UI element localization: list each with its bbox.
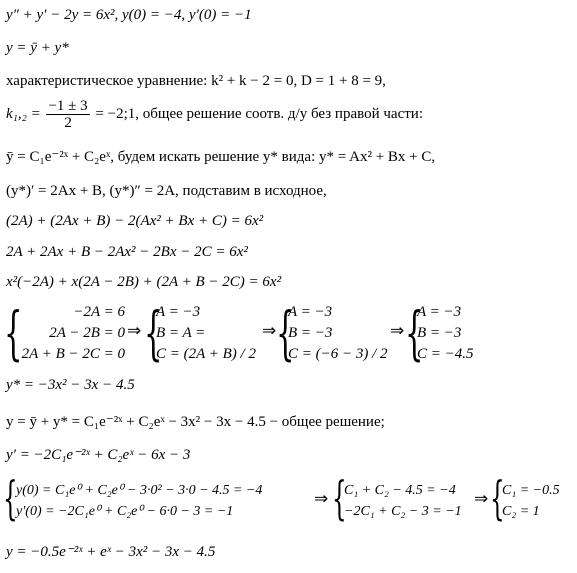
roots-denominator: 2 xyxy=(64,115,72,131)
brace-left-7: { xyxy=(490,471,505,525)
roots-result: = −2;1, общее решение соотв. д/у без правой части: xyxy=(95,105,423,122)
sys2-eq3: C = (2A + B) / 2 xyxy=(156,346,256,362)
system1-col1 xyxy=(20,302,125,365)
brace-left-6: { xyxy=(332,471,347,525)
system2-col2 xyxy=(344,480,462,522)
sys4-eq2: B = −3 xyxy=(417,325,462,341)
sys3-eq2: B = −3 xyxy=(288,325,333,341)
brace-left-4: { xyxy=(405,299,424,367)
grouped-line: x²(−2A) + x(2A − 2B) + (2A + B − 2C) = 6x² xyxy=(6,274,282,290)
c-eq1: C₁ + C₂ − 4.5 = −4 xyxy=(344,483,456,498)
sys2-eq1: A = −3 xyxy=(156,304,201,320)
implies-arrow-1: ⇒ xyxy=(127,321,142,341)
implies-arrow-5: ⇒ xyxy=(474,489,489,509)
sys1-eq2: 2A − 2B = 0 xyxy=(49,325,125,341)
c-result2: C₂ = 1 xyxy=(502,504,540,519)
ic-eq2: y′(0) = −2C₁e⁰ + C₂e⁰ − 6·0 − 3 = −1 xyxy=(16,504,234,519)
implies-arrow-2: ⇒ xyxy=(262,321,277,341)
implies-arrow-3: ⇒ xyxy=(390,321,405,341)
brace-left-2: { xyxy=(144,299,163,367)
sys2-eq2: B = A = xyxy=(156,325,206,341)
sys4-eq3: C = −4.5 xyxy=(417,346,474,362)
system1-col3 xyxy=(288,302,388,365)
particular-solution: y* = −3x² − 3x − 4.5 xyxy=(6,377,135,393)
sys3-eq1: A = −3 xyxy=(288,304,333,320)
sys4-eq1: A = −3 xyxy=(417,304,462,320)
roots-numerator: −1 ± 3 xyxy=(48,98,88,114)
system2-col1 xyxy=(16,480,262,522)
derivative-line: y′ = −2C₁e⁻²ˣ + C₂eˣ − 6x − 3 xyxy=(6,447,191,463)
system1-col4 xyxy=(417,302,474,365)
final-answer: y = −0.5e⁻²ˣ + eˣ − 3x² − 3x − 4.5 xyxy=(6,544,216,560)
characteristic-equation: характеристическое уравнение: k² + k − 2 = 0, D = 1 + 8 = 9, xyxy=(6,73,386,89)
homogeneous-solution: ȳ = C₁e⁻²ˣ + C₂eˣ, будем искать решение y* вида: y* = Ax² + Bx + C, xyxy=(6,149,436,165)
brace-left-3: { xyxy=(276,299,295,367)
c-eq2: −2C₁ + C₂ − 3 = −1 xyxy=(344,504,462,519)
roots-label: k₁,₂ = xyxy=(6,105,41,122)
sys1-eq1: −2A = 6 xyxy=(73,304,125,320)
system2-col3 xyxy=(502,480,560,522)
c-result1: C₁ = −0.5 xyxy=(502,483,560,498)
sys1-eq3: 2A + B − 2C = 0 xyxy=(21,346,125,362)
general-solution: y = ȳ + y* = C₁e⁻²ˣ + C₂eˣ − 3x² − 3x − 4.5 − общее решение; xyxy=(6,414,385,430)
expanded-line: 2A + 2Ax + B − 2Ax² − 2Bx − 2C = 6x² xyxy=(6,244,248,260)
roots-line xyxy=(6,98,423,131)
brace-left-5: { xyxy=(3,471,18,525)
sys3-eq3: C = (−6 − 3) / 2 xyxy=(288,346,388,362)
system1-col2 xyxy=(156,302,256,365)
particular-derivatives: (y*)′ = 2Ax + B, (y*)″ = 2A, подставим в исходное, xyxy=(6,183,327,199)
implies-arrow-4: ⇒ xyxy=(314,489,329,509)
brace-left-1: { xyxy=(4,299,23,367)
solution-form: y = ȳ + y* xyxy=(6,40,69,56)
substitution-line: (2A) + (2Ax + B) − 2(Ax² + Bx + C) = 6x² xyxy=(6,213,264,229)
ic-eq1: y(0) = C₁e⁰ + C₂e⁰ − 3·0² − 3·0 − 4.5 = −4 xyxy=(16,483,263,498)
problem-statement: y″ + y′ − 2y = 6x², y(0) = −4, y′(0) = −1 xyxy=(6,7,252,23)
roots-fraction xyxy=(46,98,89,131)
